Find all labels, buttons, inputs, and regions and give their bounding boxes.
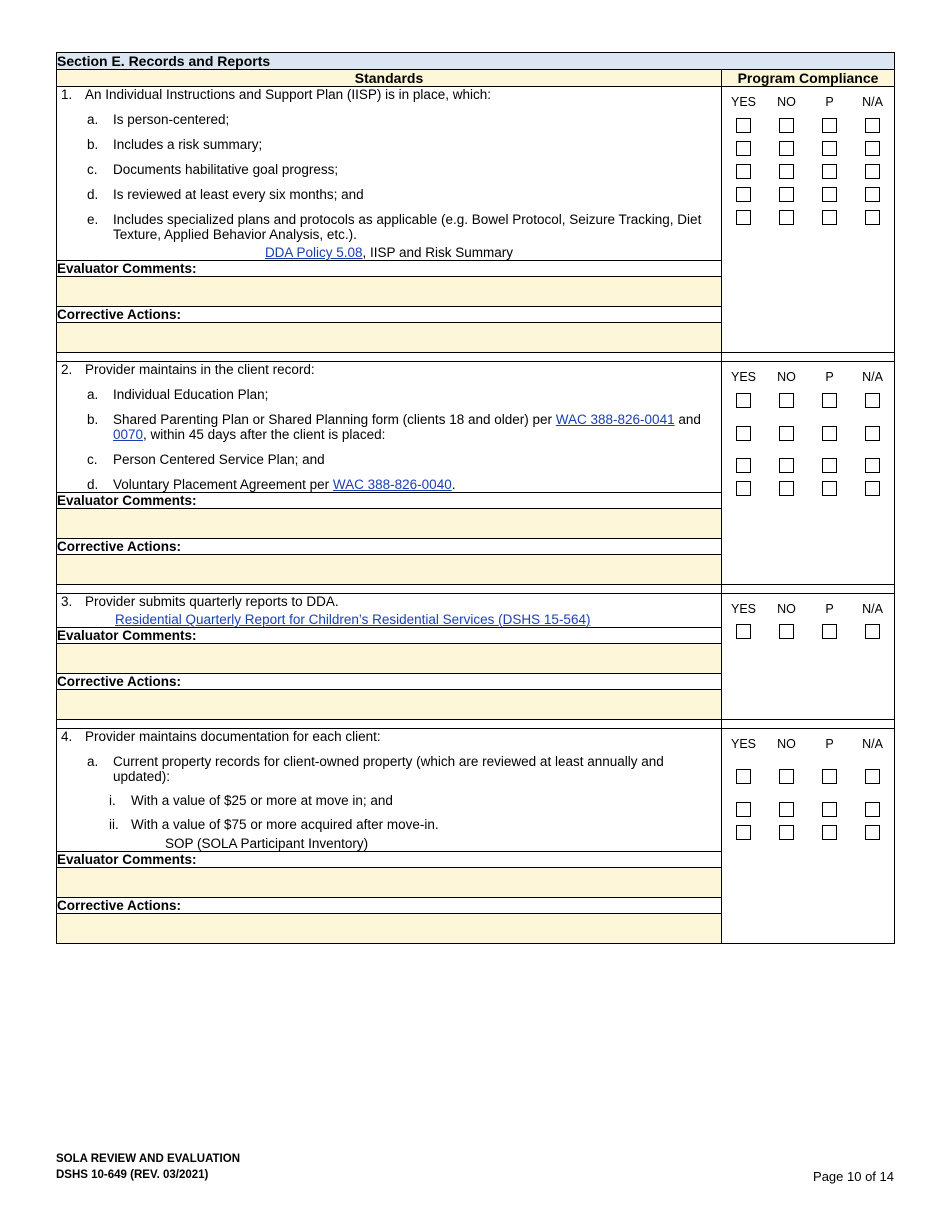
item-1d-text: Is reviewed at least every six months; and	[113, 187, 364, 202]
checkbox-yes[interactable]	[736, 769, 751, 784]
item-1c-checkrow	[722, 164, 894, 179]
item-4a-ii-checkrow	[722, 825, 894, 840]
item-1e-letter: e.	[87, 212, 99, 227]
evaluator-comments-input[interactable]	[57, 868, 722, 898]
item-1a	[57, 112, 721, 127]
checkbox-yes[interactable]	[736, 210, 751, 225]
item-1d-checkrow	[722, 187, 894, 202]
item-1b-checkrow	[722, 141, 894, 156]
checkbox-p[interactable]	[822, 393, 837, 408]
checkbox-na[interactable]	[865, 210, 880, 225]
checkbox-yes[interactable]	[736, 458, 751, 473]
item-2c	[57, 452, 721, 467]
corrective-actions-label: Corrective Actions:	[57, 307, 722, 323]
item-2c-text: Person Centered Service Plan; and	[113, 452, 325, 467]
item-2d-letter: d.	[87, 477, 99, 492]
checkbox-na[interactable]	[865, 164, 880, 179]
checkbox-p[interactable]	[822, 769, 837, 784]
checkbox-yes[interactable]	[736, 825, 751, 840]
wac-0070-link[interactable]: 0070	[113, 427, 144, 442]
checkbox-no[interactable]	[779, 118, 794, 133]
item-3-compliance	[722, 594, 895, 720]
item-2a-letter: a.	[87, 387, 99, 402]
item-2b	[57, 412, 721, 442]
compliance-header-yes: YES	[730, 95, 756, 109]
item-3-number: 3.	[61, 594, 73, 609]
compliance-header-yes: YES	[730, 737, 756, 751]
item-1-row	[57, 87, 895, 261]
item-3-text: Provider submits quarterly reports to DDA.	[85, 594, 339, 609]
footer-page-number: Page 10 of 14	[813, 1169, 894, 1184]
item-1e-text: Includes specialized plans and protocols as applicable (e.g. Bowel Protocol, Seizure Tracking, Diet Texture, Applied Behavior Analysis, etc.).	[113, 212, 702, 242]
checkbox-p[interactable]	[822, 426, 837, 441]
checkbox-na[interactable]	[865, 825, 880, 840]
column-header-row	[57, 70, 895, 87]
compliance-header-p: P	[825, 737, 834, 751]
item-4a-letter: a.	[87, 754, 99, 769]
item-3-checkrow	[722, 624, 894, 639]
evaluator-comments-input[interactable]	[57, 277, 722, 307]
item-4-standards	[57, 729, 722, 852]
item-2-number: 2.	[61, 362, 73, 377]
item-1-compliance-headers	[722, 87, 894, 109]
checkbox-no[interactable]	[779, 769, 794, 784]
evaluator-comments-label: Evaluator Comments:	[57, 852, 722, 868]
evaluator-comments-input[interactable]	[57, 509, 722, 539]
records-and-reports-table	[56, 52, 895, 944]
compliance-header-na: N/A	[862, 95, 883, 109]
spacer-after-item-3	[57, 720, 895, 729]
corrective-actions-label: Corrective Actions:	[57, 898, 722, 914]
checkbox-yes[interactable]	[736, 624, 751, 639]
item-2d-text	[113, 477, 721, 492]
item-3-row	[57, 594, 895, 628]
corrective-actions-label: Corrective Actions:	[57, 539, 722, 555]
item-1c-letter: c.	[87, 162, 98, 177]
footer-title: SOLA REVIEW AND EVALUATION	[56, 1152, 240, 1165]
item-4-number: 4.	[61, 729, 73, 744]
item-4a-ii-text: With a value of $75 or more acquired after move-in.	[131, 817, 439, 832]
item-4-compliance-headers	[722, 729, 894, 751]
evaluator-comments-label: Evaluator Comments:	[57, 628, 722, 644]
item-1b-text: Includes a risk summary;	[113, 137, 263, 152]
item-1-text: An Individual Instructions and Support Plan (IISP) is in place, which:	[85, 87, 491, 102]
checkbox-na[interactable]	[865, 118, 880, 133]
item-2a	[57, 387, 721, 402]
checkbox-yes[interactable]	[736, 393, 751, 408]
item-2b-text	[113, 412, 721, 442]
compliance-header-na: N/A	[862, 602, 883, 616]
item-2b-tail: , within 45 days after the client is placed:	[143, 427, 386, 442]
corrective-actions-input[interactable]	[57, 690, 722, 720]
item-4-row	[57, 729, 895, 852]
item-4-main	[57, 729, 721, 744]
item-2b-lead: Shared Parenting Plan or Shared Planning form (clients 18 and older) per	[113, 412, 556, 427]
item-4a-i-text: With a value of $25 or more at move in; and	[131, 793, 393, 808]
item-1-compliance	[722, 87, 895, 353]
corrective-actions-label: Corrective Actions:	[57, 674, 722, 690]
column-header-compliance: Program Compliance	[722, 70, 895, 87]
item-2b-checkrow	[722, 426, 894, 441]
item-4a-ii-numeral: ii.	[109, 817, 119, 832]
checkbox-no[interactable]	[779, 825, 794, 840]
checkbox-no[interactable]	[779, 481, 794, 496]
item-2-main	[57, 362, 721, 377]
checkbox-p[interactable]	[822, 141, 837, 156]
checkbox-no[interactable]	[779, 164, 794, 179]
item-2d-lead: Voluntary Placement Agreement per	[113, 477, 333, 492]
item-1-policy-note	[57, 245, 721, 260]
spacer-after-item-1	[57, 353, 895, 362]
item-1a-letter: a.	[87, 112, 99, 127]
compliance-header-no: NO	[777, 370, 796, 384]
item-1c-text: Documents habilitative goal progress;	[113, 162, 339, 177]
item-4-text: Provider maintains documentation for each client:	[85, 729, 381, 744]
item-4a-checkrow	[722, 769, 894, 784]
item-1c	[57, 162, 721, 177]
item-1-standards	[57, 87, 722, 261]
item-2d-tail: .	[451, 477, 456, 492]
item-2c-letter: c.	[87, 452, 98, 467]
checkbox-p[interactable]	[822, 825, 837, 840]
checkbox-na[interactable]	[865, 141, 880, 156]
checkbox-no[interactable]	[779, 210, 794, 225]
item-1e-checkrow	[722, 210, 894, 225]
compliance-header-no: NO	[777, 737, 796, 751]
item-2-compliance-headers	[722, 362, 894, 384]
item-4-compliance	[722, 729, 895, 944]
item-1b-letter: b.	[87, 137, 99, 152]
compliance-header-na: N/A	[862, 370, 883, 384]
compliance-header-no: NO	[777, 95, 796, 109]
item-2b-letter: b.	[87, 412, 99, 427]
checkbox-p[interactable]	[822, 210, 837, 225]
spacer-after-item-2	[57, 585, 895, 594]
compliance-header-p: P	[825, 95, 834, 109]
wac-388-826-0040-link[interactable]: WAC 388-826-0040	[332, 477, 452, 492]
corrective-actions-input[interactable]	[57, 555, 722, 585]
checkbox-na[interactable]	[865, 393, 880, 408]
checkbox-p[interactable]	[822, 164, 837, 179]
item-4a-text: Current property records for client-owned property (which are reviewed at least annually and updated):	[113, 754, 664, 784]
item-1a-text: Is person-centered;	[113, 112, 230, 127]
column-header-standards: Standards	[57, 70, 722, 87]
checkbox-no[interactable]	[779, 458, 794, 473]
item-3-link-wrap	[57, 612, 721, 627]
checkbox-p[interactable]	[822, 802, 837, 817]
footer-left	[56, 1151, 240, 1184]
item-4a	[57, 754, 721, 784]
residential-quarterly-report-link[interactable]: Residential Quarterly Report for Children’s Residential Services (DSHS 15-564)	[115, 612, 591, 627]
checkbox-na[interactable]	[865, 802, 880, 817]
checkbox-no[interactable]	[779, 141, 794, 156]
compliance-header-no: NO	[777, 602, 796, 616]
item-2-compliance	[722, 362, 895, 585]
item-2c-checkrow	[722, 458, 894, 473]
checkbox-no[interactable]	[779, 624, 794, 639]
checkbox-na[interactable]	[865, 187, 880, 202]
checkbox-yes[interactable]	[736, 118, 751, 133]
item-4a-i	[57, 793, 721, 808]
checkbox-yes[interactable]	[736, 164, 751, 179]
checkbox-yes[interactable]	[736, 426, 751, 441]
checkbox-yes[interactable]	[736, 141, 751, 156]
checkbox-no[interactable]	[779, 426, 794, 441]
corrective-actions-input[interactable]	[57, 323, 722, 353]
wac-388-826-0041-link[interactable]: WAC 388-826-0041	[555, 412, 675, 427]
item-3-main	[57, 594, 721, 609]
item-3-standards	[57, 594, 722, 628]
item-2b-mid: and	[674, 412, 701, 427]
section-title: Section E. Records and Reports	[57, 53, 895, 70]
compliance-header-p: P	[825, 602, 834, 616]
item-1b	[57, 137, 721, 152]
checkbox-na[interactable]	[865, 458, 880, 473]
item-1-number: 1.	[61, 87, 73, 102]
item-4-sop-note: SOP (SOLA Participant Inventory)	[165, 836, 369, 851]
checkbox-na[interactable]	[865, 426, 880, 441]
checkbox-na[interactable]	[865, 481, 880, 496]
checkbox-yes[interactable]	[736, 802, 751, 817]
checkbox-p[interactable]	[822, 624, 837, 639]
item-2d	[57, 477, 721, 492]
evaluator-comments-label: Evaluator Comments:	[57, 261, 722, 277]
item-2d-checkrow	[722, 481, 894, 496]
checkbox-no[interactable]	[779, 802, 794, 817]
checkbox-p[interactable]	[822, 118, 837, 133]
page-footer	[56, 1151, 894, 1184]
checkbox-yes[interactable]	[736, 187, 751, 202]
checkbox-na[interactable]	[865, 624, 880, 639]
item-1d-letter: d.	[87, 187, 99, 202]
item-1d	[57, 187, 721, 202]
corrective-actions-input[interactable]	[57, 914, 722, 944]
evaluator-comments-input[interactable]	[57, 644, 722, 674]
item-2-row	[57, 362, 895, 493]
compliance-header-na: N/A	[862, 737, 883, 751]
dda-policy-link[interactable]: DDA Policy 5.08	[264, 245, 363, 260]
item-1e	[57, 212, 721, 242]
compliance-header-yes: YES	[730, 370, 756, 384]
item-1a-checkrow	[722, 118, 894, 133]
section-header-row	[57, 53, 895, 70]
item-2a-checkrow	[722, 393, 894, 408]
item-2a-text: Individual Education Plan;	[113, 387, 269, 402]
item-1-main	[57, 87, 721, 102]
checkbox-no[interactable]	[779, 187, 794, 202]
item-4a-ii	[57, 817, 721, 832]
checkbox-na[interactable]	[865, 769, 880, 784]
compliance-header-yes: YES	[730, 602, 756, 616]
item-2-standards	[57, 362, 722, 493]
checkbox-p[interactable]	[822, 187, 837, 202]
item-2-text: Provider maintains in the client record:	[85, 362, 315, 377]
compliance-header-p: P	[825, 370, 834, 384]
footer-form-id: DSHS 10-649 (REV. 03/2021)	[56, 1169, 209, 1182]
item-4a-i-checkrow	[722, 802, 894, 817]
dda-policy-note-rest: , IISP and Risk Summary	[362, 245, 514, 260]
item-4a-i-numeral: i.	[109, 793, 116, 808]
checkbox-p[interactable]	[822, 481, 837, 496]
evaluator-comments-label: Evaluator Comments:	[57, 493, 722, 509]
checkbox-yes[interactable]	[736, 481, 751, 496]
checkbox-no[interactable]	[779, 393, 794, 408]
item-3-compliance-headers	[722, 594, 894, 616]
checkbox-p[interactable]	[822, 458, 837, 473]
